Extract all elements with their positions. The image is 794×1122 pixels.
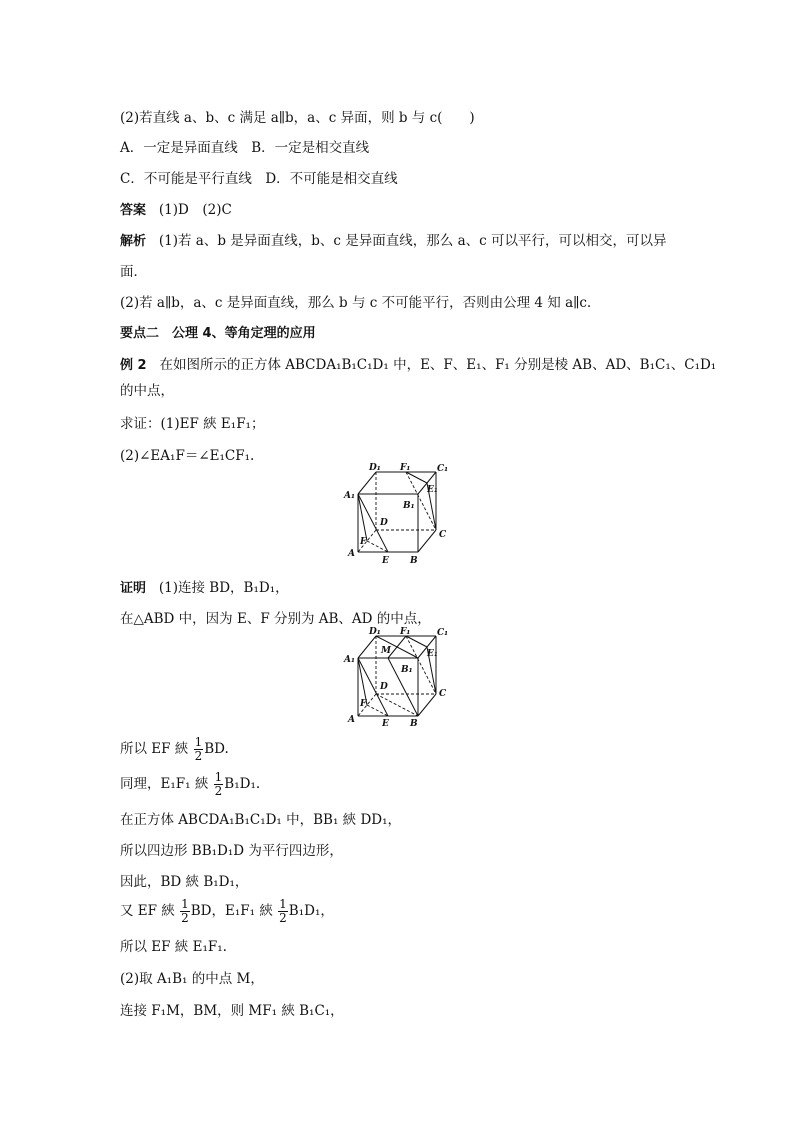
fraction-one-half — [214, 771, 224, 798]
proof-line-9: 所以 EF 綊 E₁F₁. — [120, 939, 227, 955]
proof-line-4 — [120, 771, 260, 798]
fig1-label-b: B — [410, 556, 418, 566]
section-heading: 要点二 公理 4、等角定理的应用 — [120, 326, 316, 341]
fraction-numerator: 1 — [181, 897, 189, 911]
analysis-line-1 — [120, 231, 666, 252]
fig1-label-d: D — [380, 518, 388, 528]
fig1-label-c: C — [439, 530, 447, 540]
fig1-label-e1: E₁ — [427, 485, 438, 495]
example-line-2: 的中点， — [120, 383, 174, 399]
fig2-label-b1: B₁ — [401, 665, 413, 675]
fraction-denominator: 2 — [181, 911, 189, 925]
proof-line-6: 所以四边形 BB₁D₁D 为平行四边形， — [120, 843, 343, 859]
example-text: 在如图所示的正方体 ABCDA₁B₁C₁D₁ 中，E、F、E₁、F₁ 分别是棱 AB、AD、B₁C₁、C₁D₁ — [159, 357, 717, 373]
fig2-label-a1: A₁ — [344, 655, 355, 665]
fraction-one-half — [180, 898, 190, 925]
proof-line-1 — [120, 578, 289, 599]
fig2-label-b: B — [410, 719, 418, 729]
fig1-label-a1: A₁ — [344, 491, 355, 501]
fig1-label-e: E — [382, 556, 389, 566]
proof-line-8 — [120, 898, 334, 925]
answer-text: (1)D (2)C — [158, 202, 232, 218]
option-c-d: C．不可能是平行直线 D．不可能是相交直线 — [120, 171, 398, 187]
proof-line-8-a: 又 EF 綊 — [120, 903, 175, 919]
analysis-line-3: (2)若 a∥b，a、c 是异面直线，那么 b 与 c 不可能平行，否则由公理 4 知 a∥c. — [120, 295, 592, 311]
fraction-numerator: 1 — [194, 735, 203, 749]
proof-line-3 — [120, 736, 229, 763]
fig2-label-f: F — [360, 699, 367, 709]
fig2-label-d: D — [380, 682, 388, 692]
proof-line-4-pre: 同理，E₁F₁ 綊 — [120, 776, 209, 792]
answer-label: 答案 — [120, 203, 147, 218]
cube-figure-2 — [338, 626, 456, 730]
answer-line — [120, 200, 232, 221]
fig1-label-b1: B₁ — [403, 501, 415, 511]
fraction-numerator: 1 — [214, 770, 223, 784]
example-line-1 — [120, 355, 716, 376]
fig2-label-d1: D₁ — [369, 627, 381, 637]
analysis-line-2: 面． — [120, 264, 147, 280]
analysis-text: (1)若 a、b 是异面直线，b、c 是异面直线，那么 a、c 可以平行，可以相交，可以异 — [158, 233, 667, 249]
option-a-b: A．一定是异面直线 B．一定是相交直线 — [120, 140, 370, 156]
proof-line-2: 在△ABD 中，因为 E、F 分别为 AB、AD 的中点， — [120, 611, 431, 627]
prove-line-2: (2)∠EA₁F＝∠E₁CF₁. — [120, 448, 255, 464]
fig2-label-c: C — [439, 689, 447, 699]
fig2-label-e: E — [382, 719, 389, 729]
proof-line-8-c: B₁D₁， — [288, 903, 334, 919]
proof-line-3-post: BD. — [204, 741, 229, 757]
proof-line-7: 因此，BD 綊 B₁D₁， — [120, 874, 249, 890]
fig2-label-c1: C₁ — [437, 628, 449, 638]
cube-figure-1 — [338, 462, 456, 566]
fig2-label-m: M — [381, 646, 391, 656]
fraction-denominator: 2 — [279, 911, 287, 925]
analysis-label: 解析 — [120, 234, 147, 249]
proof-line-10: (2)取 A₁B₁ 的中点 M， — [120, 971, 264, 987]
fig1-label-a: A — [348, 549, 355, 559]
fraction-denominator: 2 — [194, 749, 203, 763]
proof-line-8-b: BD，E₁F₁ 綊 — [190, 903, 273, 919]
fig2-label-a: A — [348, 715, 355, 725]
fig2-label-f1: F₁ — [400, 627, 411, 637]
fraction-numerator: 1 — [279, 897, 287, 911]
proof-line-4-post: B₁D₁. — [224, 776, 261, 792]
fraction-one-half — [194, 736, 204, 763]
proof-line-5: 在正方体 ABCDA₁B₁C₁D₁ 中，BB₁ 綊 DD₁， — [120, 812, 402, 828]
fig1-label-f1: F₁ — [400, 463, 411, 473]
prove-line-1: 求证：(1)EF 綊 E₁F₁； — [120, 416, 265, 432]
example-label: 例 2 — [120, 358, 147, 373]
fig1-label-f: F — [360, 537, 367, 547]
proof-line-11: 连接 F₁M，BM，则 MF₁ 綊 B₁C₁， — [120, 1003, 344, 1019]
fraction-one-half — [278, 898, 288, 925]
proof-label: 证明 — [120, 581, 147, 596]
fig1-label-d1: D₁ — [369, 463, 381, 473]
fraction-denominator: 2 — [214, 784, 223, 798]
proof-text: (1)连接 BD，B₁D₁， — [158, 580, 289, 596]
fig2-label-e1: E₁ — [427, 649, 438, 659]
proof-line-3-pre: 所以 EF 綊 — [120, 741, 189, 757]
question-part-2: (2)若直线 a、b、c 满足 a∥b，a、c 异面，则 b 与 c( ) — [120, 110, 475, 126]
fig1-label-c1: C₁ — [437, 464, 449, 474]
